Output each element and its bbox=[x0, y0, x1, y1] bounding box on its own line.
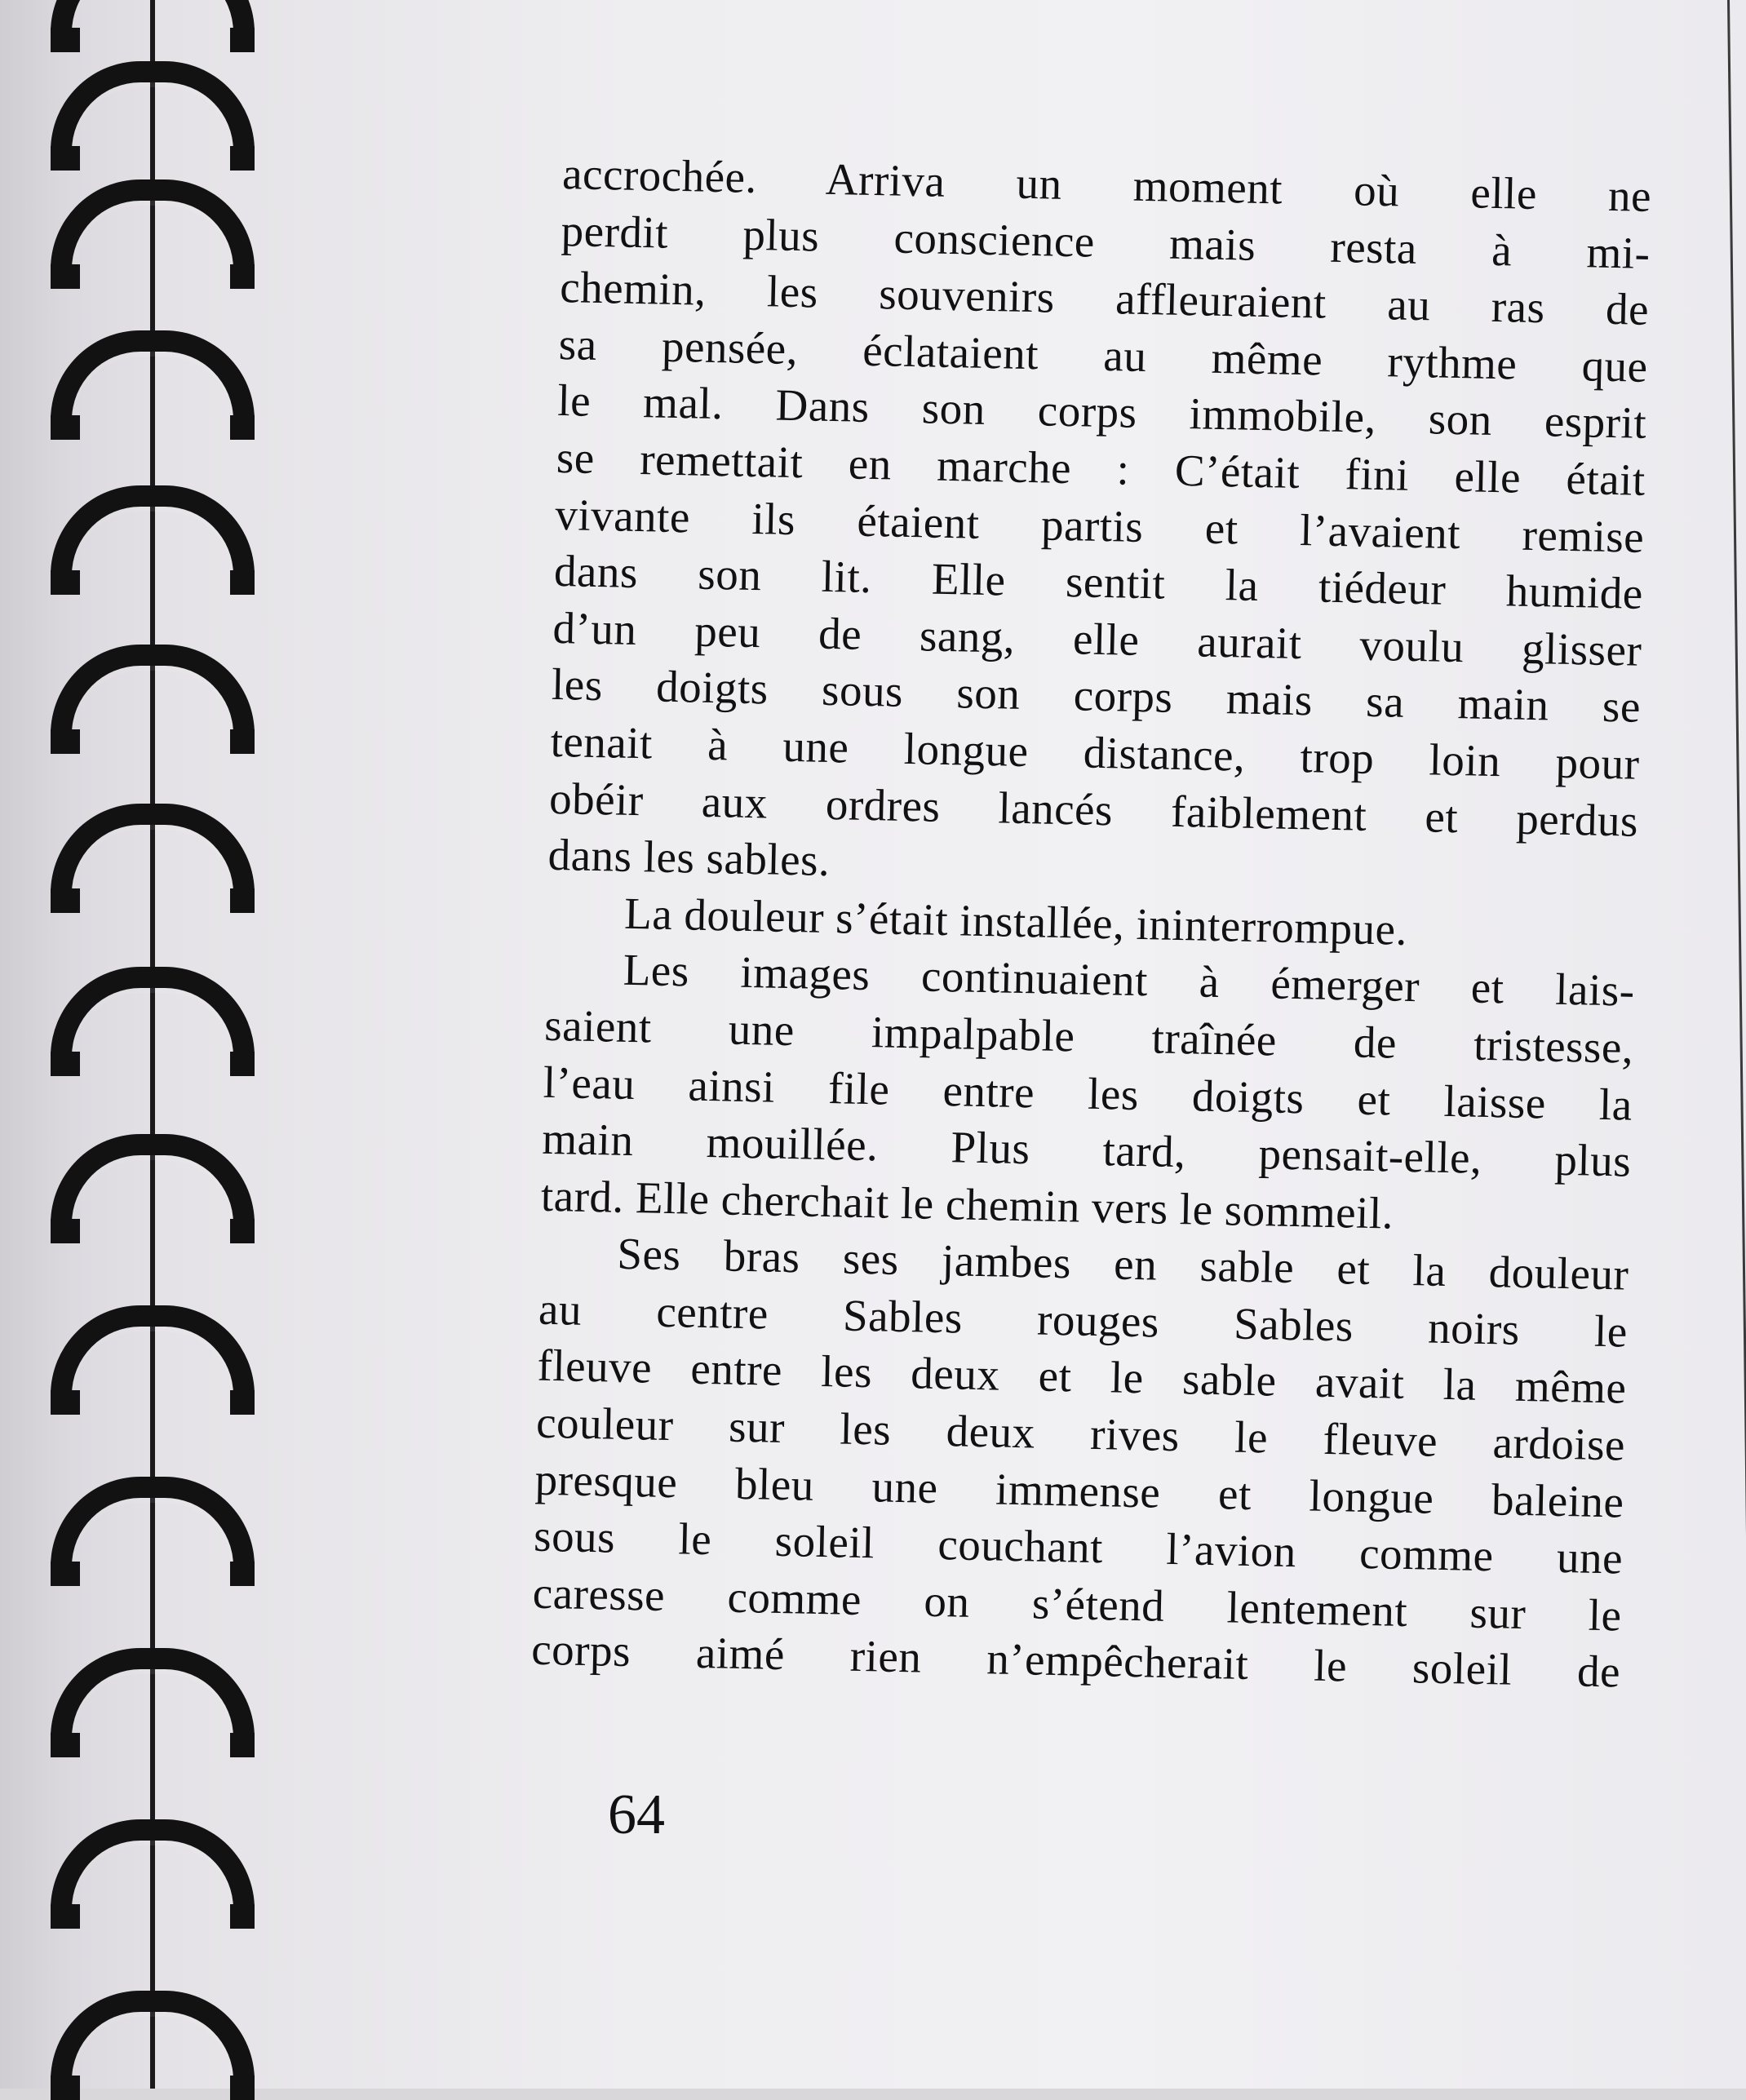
text-line: tard. Elle cherchait le chemin vers le sommeil. bbox=[540, 1170, 1394, 1238]
text-line: saient une impalpable traînée de tristesse, bbox=[543, 999, 1634, 1073]
text-line: les doigts sous son corps mais sa main se bbox=[551, 659, 1642, 733]
text-line: se remettait en marche : C’était fini elle était bbox=[556, 432, 1646, 505]
text-line: accrochée. Arriva un moment où elle ne bbox=[561, 148, 1652, 221]
text-line: au centre Sables rouges Sables noirs le bbox=[538, 1283, 1629, 1357]
text-line: d’un peu de sang, elle aurait voulu glisser bbox=[552, 602, 1642, 676]
text-line: perdit plus conscience mais resta à mi- bbox=[561, 205, 1651, 278]
text-line: dans les sables. bbox=[547, 829, 831, 886]
text-line: sous le soleil couchant l’avion comme une bbox=[533, 1510, 1624, 1584]
text-line: vivante ils étaient partis et l’avaient remise bbox=[554, 489, 1645, 562]
text-line: caresse comme on s’étend lentement sur le bbox=[532, 1567, 1623, 1641]
text-line: obéir aux ordres lancés faiblement et perdus bbox=[548, 773, 1639, 846]
text-line: presque bleu une immense et longue baleine bbox=[534, 1454, 1625, 1527]
text-line: fleuve entre les deux et le sable avait la même bbox=[537, 1340, 1628, 1414]
text-line: chemin, les souvenirs affleuraient au ras de bbox=[559, 262, 1650, 335]
text-line: La douleur s’était installée, ininterrompue. bbox=[623, 888, 1408, 955]
body-text bbox=[531, 145, 1652, 1701]
spiral-ring bbox=[51, 0, 255, 33]
text-line: l’eau ainsi file entre les doigts et laisse la bbox=[543, 1057, 1633, 1130]
text-line: le mal. Dans son corps immobile, son esprit bbox=[556, 375, 1647, 449]
text-line: main mouillée. Plus tard, pensait-elle, plus bbox=[541, 1113, 1632, 1186]
text-line: couleur sur les deux rives le fleuve ardoise bbox=[535, 1397, 1626, 1470]
text-line: sa pensée, éclataient au même rythme que bbox=[558, 318, 1649, 392]
page-number: 64 bbox=[608, 1783, 665, 1846]
text-line: corps aimé rien n’empêcherait le soleil de bbox=[530, 1624, 1621, 1697]
text-line: Ses bras ses jambes en sable et la douleur bbox=[616, 1228, 1629, 1300]
text-line: tenait à une longue distance, trop loin pour bbox=[550, 716, 1641, 789]
text-line: dans son lit. Elle sentit la tiédeur humide bbox=[553, 546, 1644, 618]
text-line: Les images continuaient à émerger et lais- bbox=[623, 945, 1636, 1017]
